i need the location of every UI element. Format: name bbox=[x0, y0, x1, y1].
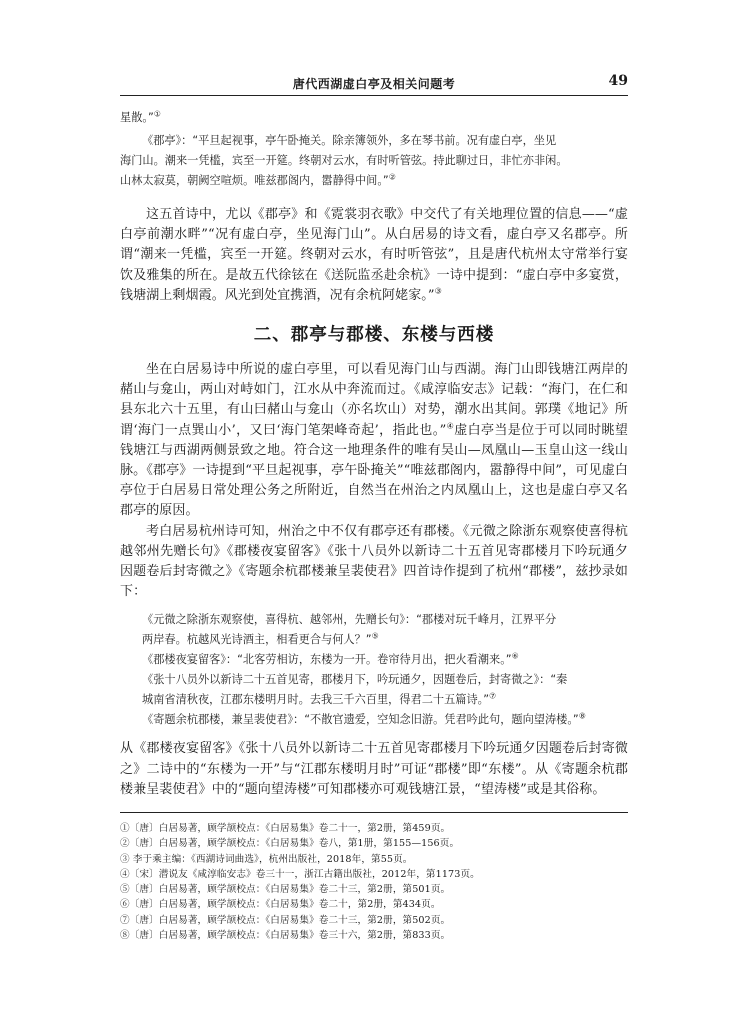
quote-line: 《郡亭》：“平旦起视事，亭午卧掩关。除亲簿领外，多在琴书前。况有虚白亭，坐见 bbox=[142, 134, 557, 147]
quote-line: 《寄题余杭郡楼，兼呈裴使君》：“不散官遗爱，空知念旧游。凭君吟此句，题向望涛楼。”⑧ bbox=[142, 711, 586, 727]
footnote: ②〔唐〕白居易著，顾学颉校点：《白居易集》卷八，第1册，第155—156页。 bbox=[120, 838, 460, 850]
footnote-ref: ① bbox=[153, 109, 161, 119]
footnote: ⑦〔唐〕白居易著，顾学颉校点：《白居易集》卷二十三，第2册，第502页。 bbox=[120, 914, 451, 926]
footnote: ⑤〔唐〕白居易著，顾学颉校点：《白居易集》卷二十三，第2册，第501页。 bbox=[120, 884, 451, 896]
footnote: ①〔唐〕白居易著，顾学颉校点：《白居易集》卷二十一，第2册，第459页。 bbox=[120, 823, 451, 834]
page-number: 49 bbox=[608, 73, 628, 89]
footnote: ④〔宋〕潜说友《咸淳临安志》卷三十一，浙江古籍出版社，2012年，第1173页。 bbox=[120, 868, 480, 880]
quote-line: 两岸春。杭越风光诗酒主，相看更合与何人？”⑤ bbox=[142, 631, 379, 647]
footnote: ③ 李于乘主编：《西湖诗词曲选》，杭州出版社，2018年，第55页。 bbox=[120, 853, 413, 865]
page-header bbox=[120, 73, 628, 96]
footnote-divider bbox=[120, 812, 628, 813]
quote-line: 《张十八员外以新诗二十五首见寄，郡楼月下，吟玩通夕，因题卷后，封寄微之》：“秦 bbox=[142, 673, 568, 687]
footnote-ref: ⑥ bbox=[511, 651, 519, 661]
running-title: 唐代西湖虚白亭及相关问题考 bbox=[292, 77, 456, 91]
body-paragraph: 考白居易杭州诗可知，州治之中不仅有郡亭还有郡楼。《元微之除浙东观察使喜得杭越邻州先赠长句》《郡楼夜宴留客》《张十八员外以新诗二十五首见寄郡楼月下吟玩通夕因题卷后封寄微之》《寄题余杭郡楼兼呈裴使君》四首诗作提到了杭州“郡楼”，兹抄录如下： bbox=[120, 523, 628, 600]
page-body bbox=[120, 108, 628, 800]
footnote-ref: ⑧ bbox=[578, 711, 586, 721]
body-paragraph: 这五首诗中，尤以《郡亭》和《霓裳羽衣歌》中交代了有关地理位置的信息——“虚白亭前潮水畔”“况有虚白亭，坐见海门山”。从白居易的诗文看，虚白亭又名郡亭。所谓“潮来一凭槛，宾至一开筵。终朝对云水，有时听管弦”，且是唐代杭州太守常举行宴饮及雅集的所在。是故五代徐铉在《送阮监丞赴余杭》一诗中提到：“虚白亭中多宴赏，钱塘湖上剩烟霞。风光到处宜携酒，况有余杭阿姥家。”③ bbox=[120, 207, 628, 303]
quote-line: 星散。”① bbox=[120, 109, 161, 124]
footnote-ref: ⑦ bbox=[489, 691, 497, 701]
quote-block-2 bbox=[142, 610, 630, 730]
footnote: ⑧〔唐〕白居易著，顾学颉校点：《白居易集》卷三十六，第2册，第833页。 bbox=[120, 930, 451, 942]
footnote: ⑥〔唐〕白居易著，顾学颉校点：《白居易集》卷二十，第2册，第434页。 bbox=[120, 899, 441, 911]
footnotes bbox=[120, 821, 628, 943]
quote-line: 海门山。潮来一凭槛，宾至一开筵。终朝对云水，有时听管弦。持此聊过日，非忙亦非闲。 bbox=[120, 154, 568, 167]
quote-line: 山林太寂莫，朝阙空喧烦。唯兹郡阁内，嚣静得中间。”② bbox=[120, 172, 396, 187]
quote-line: 《元微之除浙东观察使，喜得杭、越邻州，先赠长句》：“郡楼对玩千峰月，江界平分 bbox=[142, 613, 557, 627]
footnote-ref: ③ bbox=[434, 286, 442, 296]
body-paragraph: 从《郡楼夜宴留客》《张十八员外以新诗二十五首见寄郡楼月下吟玩通夕因题卷后封寄微之》二诗中的“东楼为一开”与“江郡东楼明月时”可证“郡楼”即“东楼”。从《寄题余杭郡楼兼呈裴使君》中的“题向望涛楼”可知郡楼亦可观钱塘江景，“望涛楼”或是其俗称。 bbox=[120, 741, 628, 797]
body-paragraph: 坐在白居易诗中所说的虚白亭里，可以看见海门山与西湖。海门山即钱塘江两岸的赭山与龛山，两山对峙如门，江水从中奔流而过。《咸淳临安志》记载：“海门，在仁和县东北六十五里，有山曰赭山与龛山（亦名坎山）对势，潮水出其间。郭璞《地记》所谓‘海门一点巽山小’，又曰‘海门笔架峰奇起’，指此也。”④虚白亭当是位于可以同时眺望钱塘江与西湖两侧景致之地。符合这一地理条件的唯有吴山—凤凰山—玉皇山这一线山脉。《郡亭》一诗提到“平旦起视事，亭午卧掩关”“唯兹郡阁内，嚣静得中间”，可见虚白亭位于白居易日常处理公务之所附近，自然当在州治之内凤凰山上，这也是虚白亭又名郡亭的原因。 bbox=[120, 362, 628, 519]
quote-block-1 bbox=[120, 108, 628, 191]
section-heading: 二、郡亭与郡楼、东楼与西楼 bbox=[253, 325, 495, 346]
footnote-ref: ② bbox=[388, 172, 396, 182]
quote-line: 城南省清秋夜，江郡东楼明月时。去我三千六百里，得君二十五篇诗。”⑦ bbox=[142, 691, 497, 707]
footnote-ref: ⑤ bbox=[371, 631, 379, 641]
footnote-ref: ④ bbox=[446, 421, 455, 431]
quote-line: 《郡楼夜宴留客》：“北客劳相访，东楼为一开。卷帘待月出，把火看潮来。”⑥ bbox=[142, 651, 519, 667]
